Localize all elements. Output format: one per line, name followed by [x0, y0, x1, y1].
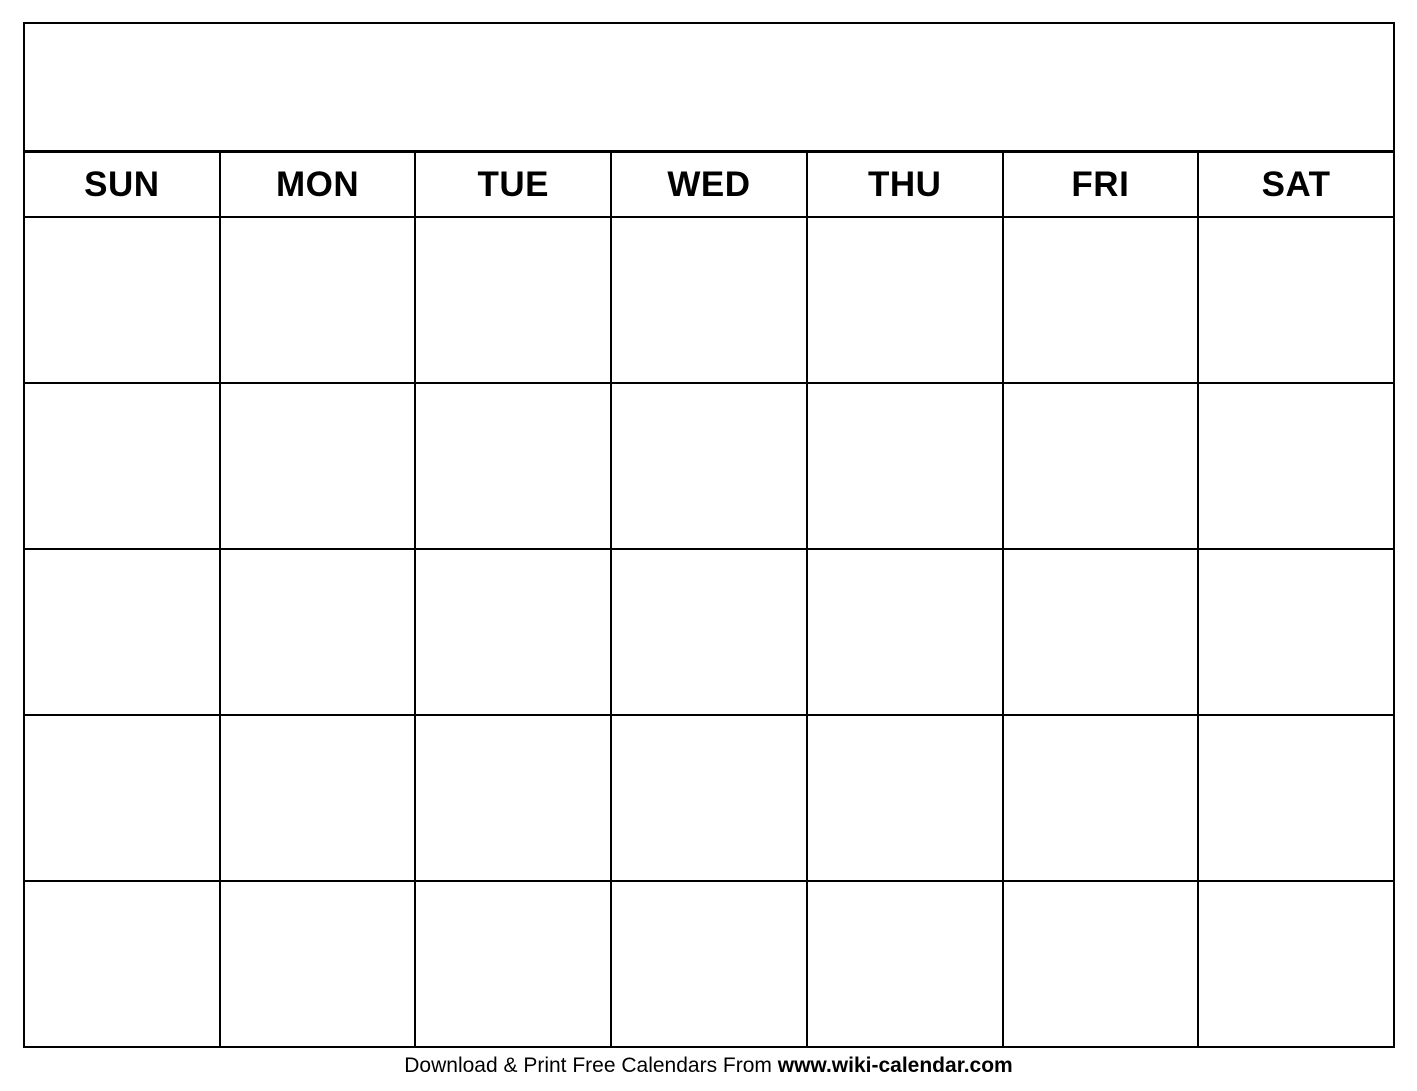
week-row — [24, 715, 1394, 881]
week-row — [24, 881, 1394, 1047]
footer-credit-text: Download & Print Free Calendars From — [404, 1054, 778, 1077]
calendar-cell — [24, 383, 220, 549]
day-header-fri: FRI — [1003, 152, 1199, 217]
calendar-cell — [220, 881, 416, 1047]
calendar-template — [23, 22, 1395, 1048]
calendar-cell — [807, 549, 1003, 715]
calendar-cell — [1003, 715, 1199, 881]
day-header-row — [24, 152, 1394, 217]
calendar-cell — [611, 217, 807, 383]
calendar-cell — [1198, 549, 1394, 715]
footer-credit — [0, 1054, 1417, 1078]
calendar-cell — [1198, 715, 1394, 881]
calendar-cell — [415, 549, 611, 715]
day-header-thu: THU — [807, 152, 1003, 217]
calendar-cell — [220, 383, 416, 549]
calendar-cell — [807, 383, 1003, 549]
calendar-cell — [611, 715, 807, 881]
day-header-sun: SUN — [24, 152, 220, 217]
calendar-cell — [415, 715, 611, 881]
week-row — [24, 217, 1394, 383]
footer-site-url: www.wiki-calendar.com — [777, 1054, 1013, 1077]
week-row — [24, 383, 1394, 549]
week-row — [24, 549, 1394, 715]
calendar-cell — [220, 715, 416, 881]
calendar-body — [24, 217, 1394, 1047]
calendar-title-box — [23, 22, 1395, 152]
calendar-cell — [1003, 881, 1199, 1047]
calendar-cell — [611, 881, 807, 1047]
day-header-wed: WED — [611, 152, 807, 217]
calendar-cell — [1003, 217, 1199, 383]
calendar-cell — [1198, 217, 1394, 383]
calendar-cell — [24, 715, 220, 881]
calendar-cell — [1003, 383, 1199, 549]
calendar-cell — [611, 549, 807, 715]
calendar-cell — [1198, 383, 1394, 549]
calendar-cell — [415, 881, 611, 1047]
calendar-cell — [415, 217, 611, 383]
calendar-cell — [807, 881, 1003, 1047]
calendar-cell — [415, 383, 611, 549]
calendar-cell — [220, 217, 416, 383]
day-header-sat: SAT — [1198, 152, 1394, 217]
day-header-mon: MON — [220, 152, 416, 217]
calendar-cell — [1198, 881, 1394, 1047]
calendar-cell — [24, 881, 220, 1047]
calendar-cell — [24, 217, 220, 383]
calendar-cell — [807, 217, 1003, 383]
calendar-cell — [611, 383, 807, 549]
calendar-grid — [23, 151, 1395, 1048]
calendar-cell — [1003, 549, 1199, 715]
calendar-cell — [807, 715, 1003, 881]
calendar-cell — [220, 549, 416, 715]
calendar-cell — [24, 549, 220, 715]
day-header-tue: TUE — [415, 152, 611, 217]
